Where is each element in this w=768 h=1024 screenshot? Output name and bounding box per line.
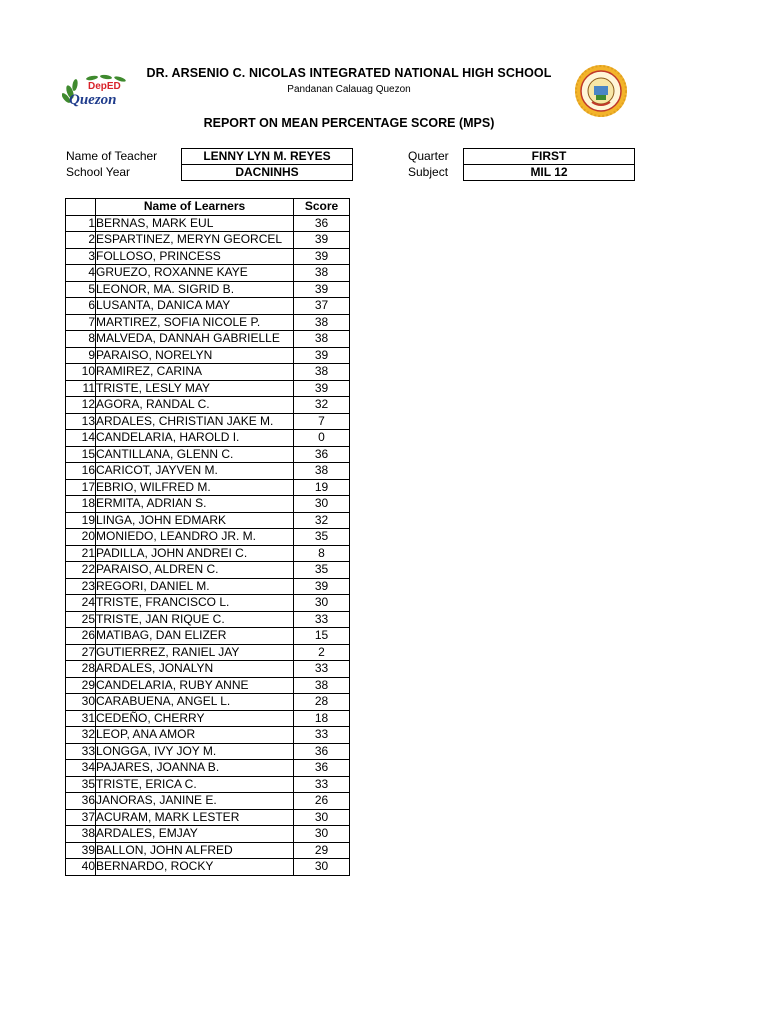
learner-score: 33 (294, 776, 350, 793)
table-row (66, 628, 350, 645)
learner-score: 2 (294, 644, 350, 661)
subject-label: Subject (408, 165, 449, 179)
learner-score: 39 (294, 281, 350, 298)
row-number: 30 (66, 694, 96, 711)
learner-name: ARDALES, CHRISTIAN JAKE M. (96, 413, 294, 430)
table-row (66, 809, 350, 826)
school-year-value: DACNINHS (181, 164, 353, 181)
row-number: 7 (66, 314, 96, 331)
learner-score: 36 (294, 743, 350, 760)
learner-name: CARICOT, JAYVEN M. (96, 463, 294, 480)
table-row (66, 512, 350, 529)
table-row (66, 826, 350, 843)
learner-name: AGORA, RANDAL C. (96, 397, 294, 414)
row-number: 19 (66, 512, 96, 529)
learner-name: BERNAS, MARK EUL (96, 215, 294, 232)
learner-name: TRISTE, LESLY MAY (96, 380, 294, 397)
learner-name: REGORI, DANIEL M. (96, 578, 294, 595)
learner-name: MALVEDA, DANNAH GABRIELLE (96, 331, 294, 348)
learner-name: CANDELARIA, HAROLD I. (96, 430, 294, 447)
quarter-label: Quarter (408, 149, 449, 163)
table-row (66, 281, 350, 298)
learner-score: 30 (294, 496, 350, 513)
row-number: 33 (66, 743, 96, 760)
row-number: 3 (66, 248, 96, 265)
table-row (66, 529, 350, 546)
table-body (66, 215, 350, 875)
row-number: 25 (66, 611, 96, 628)
row-number: 21 (66, 545, 96, 562)
table-row (66, 545, 350, 562)
learner-score: 39 (294, 380, 350, 397)
table-row (66, 859, 350, 876)
table-header-row (66, 199, 350, 216)
school-address: Pandanan Calauag Quezon (287, 84, 411, 95)
table-row (66, 298, 350, 315)
row-number: 8 (66, 331, 96, 348)
learner-score: 33 (294, 661, 350, 678)
learner-name: MARTIREZ, SOFIA NICOLE P. (96, 314, 294, 331)
learner-score: 38 (294, 677, 350, 694)
learner-name: CARABUENA, ANGEL L. (96, 694, 294, 711)
quarter-value: FIRST (463, 148, 635, 164)
row-number: 17 (66, 479, 96, 496)
learner-score: 32 (294, 512, 350, 529)
row-number: 11 (66, 380, 96, 397)
learner-score: 36 (294, 446, 350, 463)
table-row (66, 446, 350, 463)
learner-score: 18 (294, 710, 350, 727)
table-row (66, 578, 350, 595)
row-number: 34 (66, 760, 96, 777)
learner-name: MATIBAG, DAN ELIZER (96, 628, 294, 645)
svg-text:DepED: DepED (88, 81, 121, 92)
table-header-number (66, 199, 96, 216)
learner-name: LONGGA, IVY JOY M. (96, 743, 294, 760)
learner-name: BERNARDO, ROCKY (96, 859, 294, 876)
table-row (66, 644, 350, 661)
learner-name: EBRIO, WILFRED M. (96, 479, 294, 496)
learner-score: 35 (294, 529, 350, 546)
learner-name: FOLLOSO, PRINCESS (96, 248, 294, 265)
learner-score: 8 (294, 545, 350, 562)
table-row (66, 430, 350, 447)
row-number: 35 (66, 776, 96, 793)
table-row (66, 215, 350, 232)
learner-name: JANORAS, JANINE E. (96, 793, 294, 810)
learner-score: 26 (294, 793, 350, 810)
table-row (66, 248, 350, 265)
learner-score: 36 (294, 760, 350, 777)
table-row (66, 397, 350, 414)
row-number: 38 (66, 826, 96, 843)
learner-name: MONIEDO, LEANDRO JR. M. (96, 529, 294, 546)
learner-name: TRISTE, ERICA C. (96, 776, 294, 793)
table-header-score: Score (294, 199, 350, 216)
row-number: 9 (66, 347, 96, 364)
table-row (66, 694, 350, 711)
row-number: 22 (66, 562, 96, 579)
learner-score: 33 (294, 727, 350, 744)
table-row (66, 413, 350, 430)
learner-score: 38 (294, 463, 350, 480)
table-row (66, 463, 350, 480)
learner-score: 29 (294, 842, 350, 859)
table-row (66, 611, 350, 628)
teacher-value: LENNY LYN M. REYES (181, 148, 353, 164)
row-number: 23 (66, 578, 96, 595)
learner-score: 39 (294, 248, 350, 265)
row-number: 14 (66, 430, 96, 447)
learner-score: 39 (294, 347, 350, 364)
row-number: 6 (66, 298, 96, 315)
row-number: 26 (66, 628, 96, 645)
learner-name: CEDEÑO, CHERRY (96, 710, 294, 727)
table-row (66, 265, 350, 282)
learner-name: ARDALES, EMJAY (96, 826, 294, 843)
row-number: 37 (66, 809, 96, 826)
row-number: 28 (66, 661, 96, 678)
row-number: 20 (66, 529, 96, 546)
subject-value: MIL 12 (463, 164, 635, 181)
learner-name: LINGA, JOHN EDMARK (96, 512, 294, 529)
learner-name: ARDALES, JONALYN (96, 661, 294, 678)
learner-name: PADILLA, JOHN ANDREI C. (96, 545, 294, 562)
learner-score: 33 (294, 611, 350, 628)
row-number: 31 (66, 710, 96, 727)
report-title: REPORT ON MEAN PERCENTAGE SCORE (MPS) (203, 116, 495, 130)
row-number: 40 (66, 859, 96, 876)
table-row (66, 760, 350, 777)
learner-name: ESPARTINEZ, MERYN GEORCEL (96, 232, 294, 249)
learner-name: LEONOR, MA. SIGRID B. (96, 281, 294, 298)
learner-score: 30 (294, 826, 350, 843)
row-number: 39 (66, 842, 96, 859)
learner-name: ACURAM, MARK LESTER (96, 809, 294, 826)
row-number: 24 (66, 595, 96, 612)
learner-score: 38 (294, 265, 350, 282)
table-row (66, 793, 350, 810)
school-year-label: School Year (66, 165, 131, 179)
table-row (66, 743, 350, 760)
learner-score: 38 (294, 331, 350, 348)
learner-score: 7 (294, 413, 350, 430)
learners-table (65, 198, 350, 876)
learner-score: 39 (294, 578, 350, 595)
learner-score: 37 (294, 298, 350, 315)
learner-name: TRISTE, FRANCISCO L. (96, 595, 294, 612)
learner-name: RAMIREZ, CARINA (96, 364, 294, 381)
table-row (66, 595, 350, 612)
learner-score: 35 (294, 562, 350, 579)
learner-name: TRISTE, JAN RIQUE C. (96, 611, 294, 628)
table-row (66, 314, 350, 331)
table-row (66, 331, 350, 348)
learner-score: 28 (294, 694, 350, 711)
learner-score: 0 (294, 430, 350, 447)
learner-score: 30 (294, 809, 350, 826)
learner-score: 36 (294, 215, 350, 232)
learner-name: PARAISO, ALDREN C. (96, 562, 294, 579)
row-number: 13 (66, 413, 96, 430)
row-number: 1 (66, 215, 96, 232)
table-row (66, 347, 350, 364)
row-number: 18 (66, 496, 96, 513)
svg-text:Quezon: Quezon (69, 92, 117, 108)
learner-score: 32 (294, 397, 350, 414)
learner-name: LUSANTA, DANICA MAY (96, 298, 294, 315)
learner-name: CANTILLANA, GLENN C. (96, 446, 294, 463)
row-number: 29 (66, 677, 96, 694)
learner-score: 38 (294, 314, 350, 331)
row-number: 10 (66, 364, 96, 381)
learner-name: PARAISO, NORELYN (96, 347, 294, 364)
row-number: 27 (66, 644, 96, 661)
table-header-name: Name of Learners (96, 199, 294, 216)
table-row (66, 842, 350, 859)
learner-score: 39 (294, 232, 350, 249)
row-number: 16 (66, 463, 96, 480)
learner-score: 15 (294, 628, 350, 645)
table-row (66, 364, 350, 381)
learner-name: GUTIERREZ, RANIEL JAY (96, 644, 294, 661)
table-row (66, 727, 350, 744)
learner-name: BALLON, JOHN ALFRED (96, 842, 294, 859)
table-row (66, 776, 350, 793)
school-name: DR. ARSENIO C. NICOLAS INTEGRATED NATIONAL HIGH SCHOOL (146, 66, 552, 80)
table-row (66, 232, 350, 249)
table-row (66, 562, 350, 579)
teacher-label: Name of Teacher (66, 149, 158, 163)
row-number: 5 (66, 281, 96, 298)
row-number: 4 (66, 265, 96, 282)
learner-name: ERMITA, ADRIAN S. (96, 496, 294, 513)
row-number: 32 (66, 727, 96, 744)
learner-score: 19 (294, 479, 350, 496)
learner-name: PAJARES, JOANNA B. (96, 760, 294, 777)
learner-name: LEOP, ANA AMOR (96, 727, 294, 744)
table-row (66, 677, 350, 694)
row-number: 36 (66, 793, 96, 810)
table-row (66, 380, 350, 397)
learner-score: 30 (294, 859, 350, 876)
table-row (66, 496, 350, 513)
table-row (66, 710, 350, 727)
learner-name: CANDELARIA, RUBY ANNE (96, 677, 294, 694)
table-row (66, 479, 350, 496)
table-row (66, 661, 350, 678)
row-number: 2 (66, 232, 96, 249)
row-number: 12 (66, 397, 96, 414)
learner-score: 30 (294, 595, 350, 612)
learner-name: GRUEZO, ROXANNE KAYE (96, 265, 294, 282)
learner-score: 38 (294, 364, 350, 381)
row-number: 15 (66, 446, 96, 463)
